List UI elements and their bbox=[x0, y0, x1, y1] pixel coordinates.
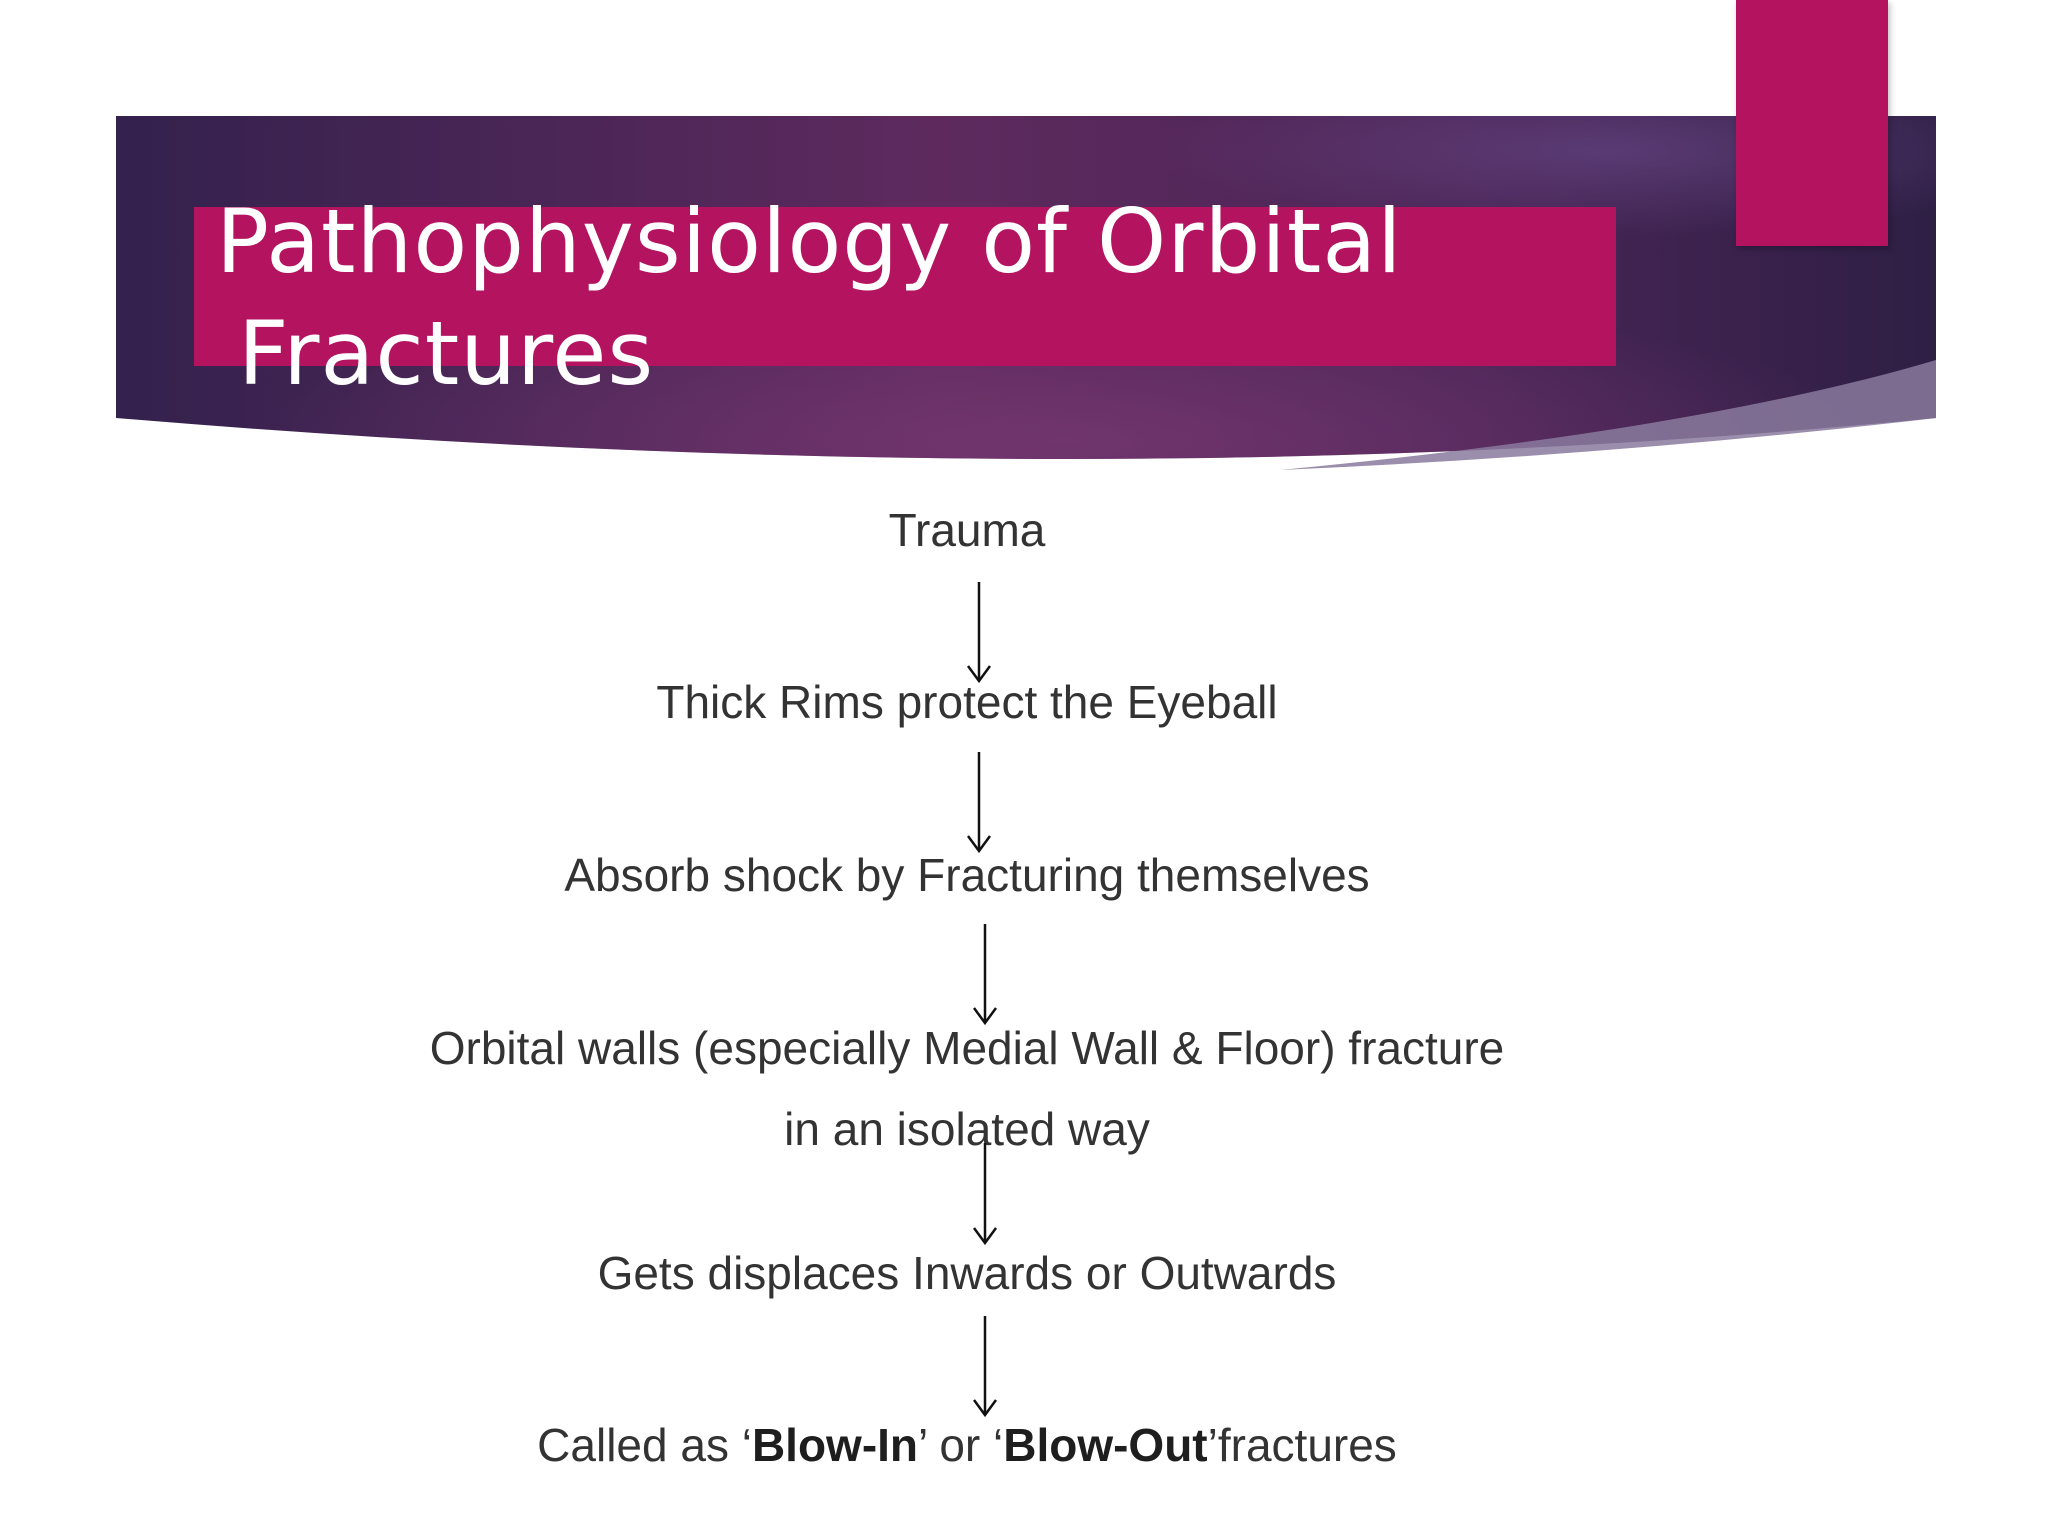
flow-step-thick-rims: Thick Rims protect the Eyeball bbox=[656, 676, 1278, 728]
blow-in-term: Blow-In bbox=[751, 1419, 919, 1471]
flow-step-absorb-shock: Absorb shock by Fracturing themselves bbox=[564, 849, 1370, 901]
flow-step-orbital-walls: Orbital walls (especially Medial Wall & Floor) fracture bbox=[429, 1022, 1505, 1074]
flow-arrow-2 bbox=[968, 752, 990, 851]
flow-step-trauma: Trauma bbox=[888, 504, 1046, 556]
accent-tab bbox=[1736, 0, 1888, 246]
called-as-prefix: Called as ‘ bbox=[537, 1419, 752, 1471]
flow-arrow-1 bbox=[968, 582, 990, 681]
flow-step-displaced: Gets displaces Inwards or Outwards bbox=[597, 1247, 1337, 1299]
called-as-middle: ’ or ‘ bbox=[918, 1419, 1004, 1471]
flow-step-orbital-walls-line2: in an isolated way bbox=[784, 1103, 1150, 1155]
slide-title-line2: Fractures bbox=[238, 302, 655, 405]
slide-title bbox=[216, 186, 1666, 410]
flow-arrow-3 bbox=[974, 924, 996, 1023]
flow-arrow-5 bbox=[974, 1316, 996, 1415]
flow-arrow-4 bbox=[974, 1143, 996, 1243]
flow-step-called-as bbox=[0, 1418, 1934, 1472]
slide-title-line1: Pathophysiology of Orbital bbox=[216, 190, 1403, 293]
blow-out-term: Blow-Out bbox=[1003, 1419, 1208, 1471]
called-as-suffix: ’fractures bbox=[1207, 1419, 1397, 1471]
